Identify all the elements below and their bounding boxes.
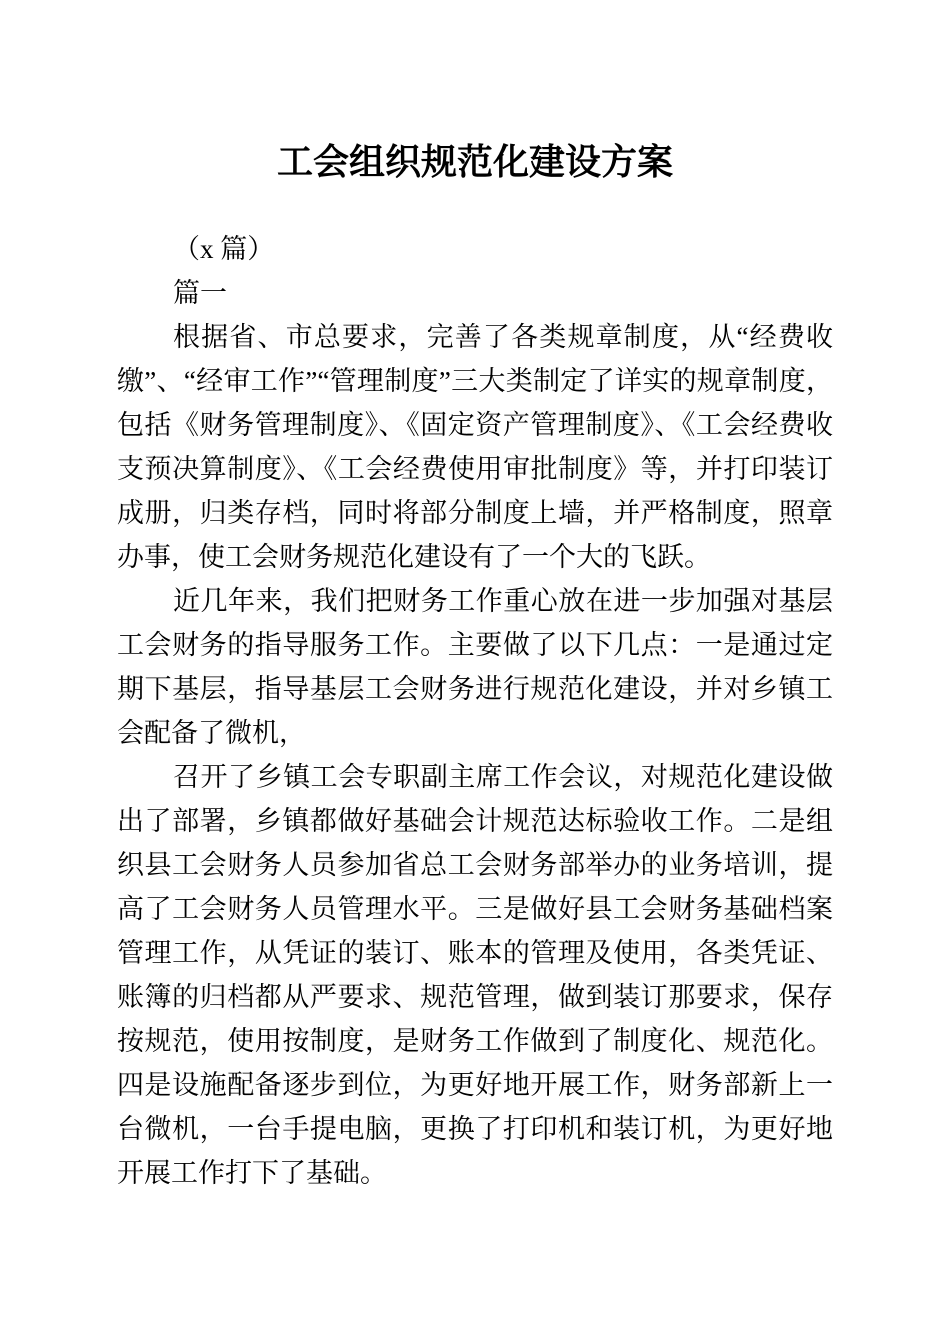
paragraph-1: 根据省、市总要求，完善了各类规章制度，从“经费收缴”、“经审工作”“管理制度”三大类制定了详实的规章制度，包括《财务管理制度》、《固定资产管理制度》、《工会经费收支预决算制度》、《工会经费使用审批制度》等，并打印装订成册，归类存档，同时将部分制度上墙，并严格制度，照章办事，使工会财务规范化建设有了一个大的飞跃。 — [117, 322, 833, 572]
section-label: 篇一 — [173, 278, 227, 308]
document-title: 工会组织规范化建设方案 — [276, 142, 673, 182]
article-count-label: （x 篇） — [173, 234, 275, 264]
paragraph-3: 召开了乡镇工会专职副主席工作会议，对规范化建设做出了部署，乡镇都做好基础会计规范达标验收工作。二是组织县工会财务人员参加省总工会财务部举办的业务培训，提高了工会财务人员管理水平。三是做好县工会财务基础档案管理工作，从凭证的装订、账本的管理及使用，各类凭证、账簿的归档都从严要求、规范管理，做到装订那要求，保存按规范，使用按制度，是财务工作做到了制度化、规范化。四是设施配备逐步到位，为更好地开展工作，财务部新上一台微机，一台手提电脑，更换了打印机和装订机，为更好地开展工作打下了基础。 — [117, 762, 833, 1188]
paragraph-2: 近几年来，我们把财务工作重心放在进一步加强对基层工会财务的指导服务工作。主要做了以下几点：一是通过定期下基层，指导基层工会财务进行规范化建设，并对乡镇工会配备了微机， — [117, 586, 833, 748]
document-body — [117, 227, 833, 1195]
